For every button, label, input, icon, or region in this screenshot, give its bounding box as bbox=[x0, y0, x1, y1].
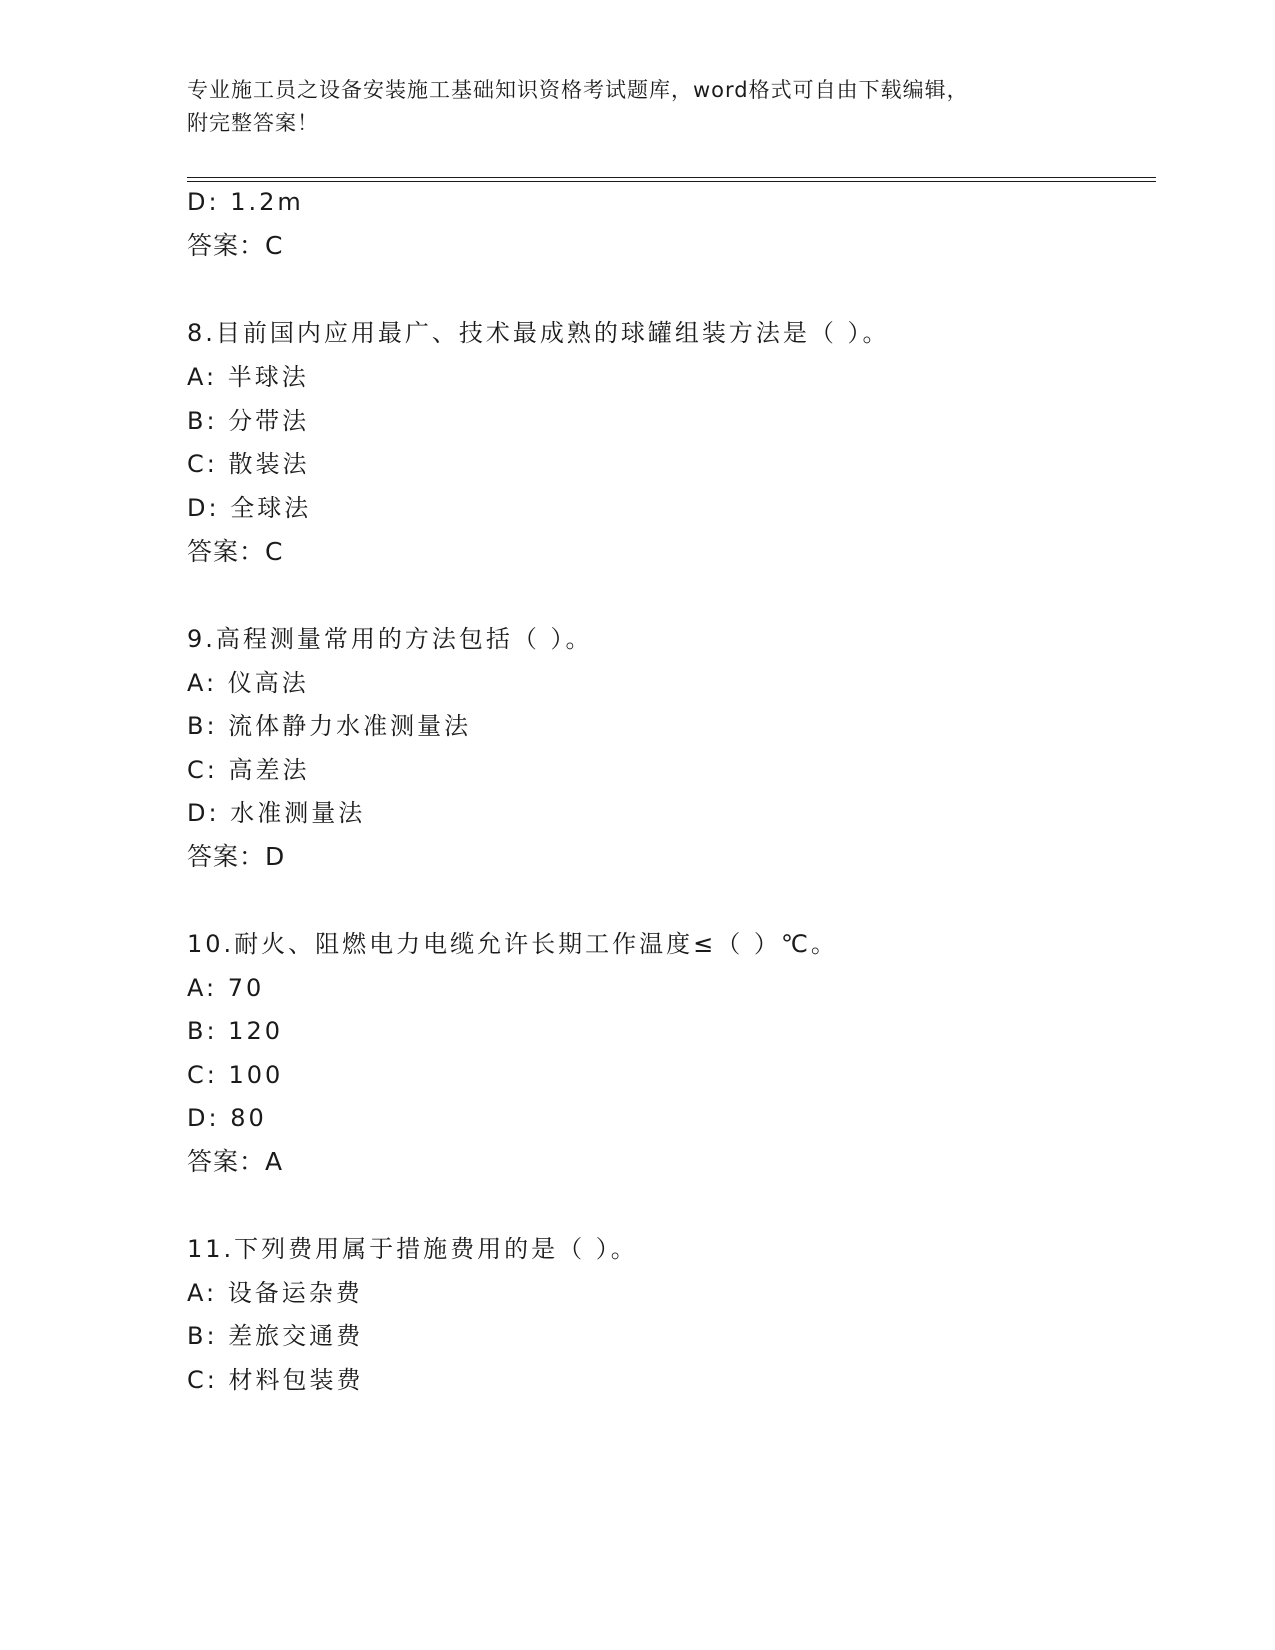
question-9-option-c: C: 高差法 bbox=[187, 756, 310, 784]
question-10-stem: 10.耐火、阻燃电力电缆允许长期工作温度≤（ ）℃。 bbox=[187, 930, 838, 958]
question-9-stem: 9.高程测量常用的方法包括（ ）。 bbox=[187, 625, 593, 653]
document-header bbox=[187, 74, 1067, 140]
question-8-option-a: A: 半球法 bbox=[187, 363, 309, 391]
question-11-option-b: B: 差旅交通费 bbox=[187, 1322, 364, 1350]
prev-option-d: D: 1.2m bbox=[187, 188, 304, 216]
question-9-option-d: D: 水准测量法 bbox=[187, 799, 366, 827]
question-8-answer: 答案：C bbox=[187, 537, 284, 566]
question-9-answer: 答案：D bbox=[187, 842, 286, 871]
question-10-option-c: C: 100 bbox=[187, 1061, 284, 1089]
question-8-option-d: D: 全球法 bbox=[187, 494, 312, 522]
header-divider bbox=[187, 177, 1156, 182]
question-11-stem: 11.下列费用属于措施费用的是（ ）。 bbox=[187, 1235, 638, 1263]
question-8-option-c: C: 散装法 bbox=[187, 450, 310, 478]
question-9-option-b: B: 流体静力水准测量法 bbox=[187, 712, 472, 740]
question-10-option-b: B: 120 bbox=[187, 1017, 283, 1045]
question-10-option-a: A: 70 bbox=[187, 974, 265, 1002]
prev-answer: 答案：C bbox=[187, 231, 284, 260]
question-8-option-b: B: 分带法 bbox=[187, 407, 310, 435]
header-title-line2: 附完整答案！ bbox=[187, 111, 319, 135]
question-10-answer: 答案：A bbox=[187, 1147, 284, 1176]
question-11-option-a: A: 设备运杂费 bbox=[187, 1279, 363, 1307]
question-9-option-a: A: 仪高法 bbox=[187, 669, 309, 697]
header-title-line1: 专业施工员之设备安装施工基础知识资格考试题库，word格式可自由下载编辑， bbox=[187, 78, 969, 102]
question-10-option-d: D: 80 bbox=[187, 1104, 267, 1132]
question-11-option-c: C: 材料包装费 bbox=[187, 1366, 364, 1394]
question-8-stem: 8.目前国内应用最广、技术最成熟的球罐组装方法是（ ）。 bbox=[187, 319, 890, 347]
